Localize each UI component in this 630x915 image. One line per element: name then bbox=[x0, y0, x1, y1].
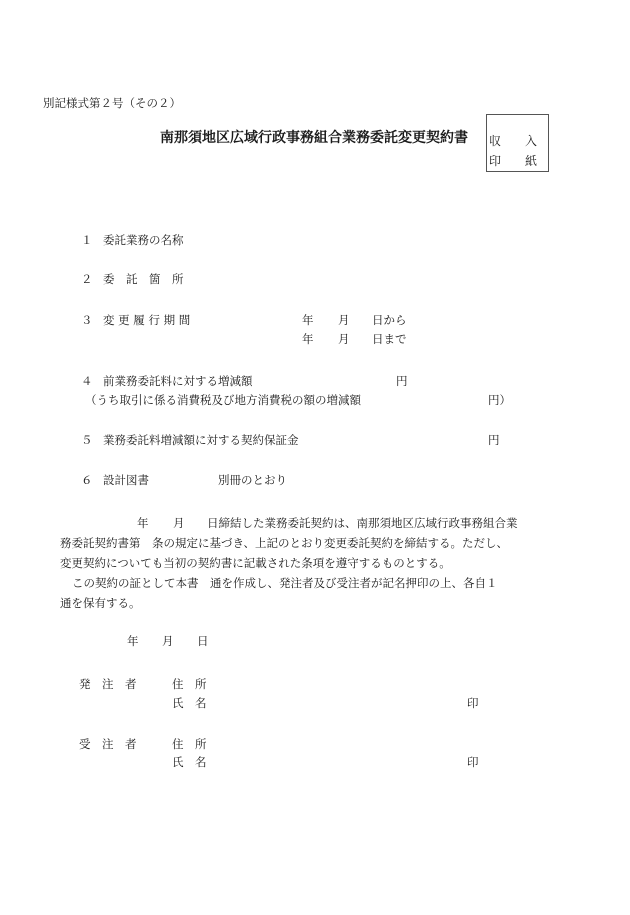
contractor-label: 受 注 者 bbox=[79, 737, 137, 751]
item-sub-label: （うち取引に係る消費税及び地方消費税の額の増減額 bbox=[85, 393, 361, 407]
item-label: 変 更 履 行 期 間 bbox=[103, 313, 191, 327]
item-label: 設計図書 bbox=[103, 473, 149, 487]
orderer-address-label: 住 所 bbox=[172, 677, 207, 691]
revenue-stamp-box bbox=[486, 114, 549, 172]
document-title: 南那須地区広域行政事務組合業務委託変更契約書 bbox=[160, 130, 468, 146]
yen-unit: 円 bbox=[488, 433, 500, 447]
contractor-name-label: 氏 名 bbox=[172, 755, 207, 769]
body-line: この契約の証として本書 通を作成し、発注者及び受注者が記名押印の上、各自１ bbox=[72, 576, 498, 590]
item-number: ６ bbox=[81, 473, 93, 487]
body-year: 年 bbox=[137, 516, 149, 530]
item-label: 前業務委託料に対する増減額 bbox=[103, 374, 253, 388]
body-line: 日締結した業務委託契約は、南那須地区広域行政事務組合業 bbox=[207, 516, 518, 530]
yen-unit: 円 bbox=[396, 374, 408, 388]
date-day: 日 bbox=[197, 634, 209, 648]
period-start-month: 月 bbox=[338, 313, 350, 327]
contractor-seal-mark: 印 bbox=[467, 755, 479, 769]
item-number: ４ bbox=[81, 374, 93, 388]
date-year: 年 bbox=[127, 634, 139, 648]
orderer-name-label: 氏 名 bbox=[172, 696, 207, 710]
body-line: 変更契約についても当初の契約書に記載された条項を遵守するものとする。 bbox=[60, 556, 451, 570]
stamp-char-4: 紙 bbox=[525, 154, 538, 168]
body-line: 務委託契約書第 条の規定に基づき、上記のとおり変更委託契約を締結する。ただし、 bbox=[60, 536, 509, 550]
sub-yen-unit: 円） bbox=[488, 393, 511, 407]
body-month: 月 bbox=[173, 516, 185, 530]
item-number: １ bbox=[81, 233, 93, 247]
item-label: 委託業務の名称 bbox=[103, 233, 184, 247]
item-label: 委 託 箇 所 bbox=[103, 272, 184, 286]
contractor-address-label: 住 所 bbox=[172, 737, 207, 751]
period-end-day: 日まで bbox=[372, 332, 407, 346]
orderer-seal-mark: 印 bbox=[467, 696, 479, 710]
body-line: 通を保有する。 bbox=[60, 596, 141, 610]
date-month: 月 bbox=[162, 634, 174, 648]
period-end-year: 年 bbox=[302, 332, 314, 346]
item-value: 別冊のとおり bbox=[218, 473, 287, 487]
orderer-label: 発 注 者 bbox=[79, 677, 137, 691]
period-start-day: 日から bbox=[372, 313, 407, 327]
period-start-year: 年 bbox=[302, 313, 314, 327]
stamp-char-1: 収 bbox=[489, 134, 502, 148]
item-label: 業務委託料増減額に対する契約保証金 bbox=[103, 433, 299, 447]
item-number: ２ bbox=[81, 272, 93, 286]
stamp-char-3: 印 bbox=[489, 154, 502, 168]
stamp-char-2: 入 bbox=[525, 134, 538, 148]
item-number: ３ bbox=[81, 313, 93, 327]
form-number: 別記様式第２号（その２） bbox=[43, 96, 181, 110]
item-number: ５ bbox=[81, 433, 93, 447]
period-end-month: 月 bbox=[338, 332, 350, 346]
